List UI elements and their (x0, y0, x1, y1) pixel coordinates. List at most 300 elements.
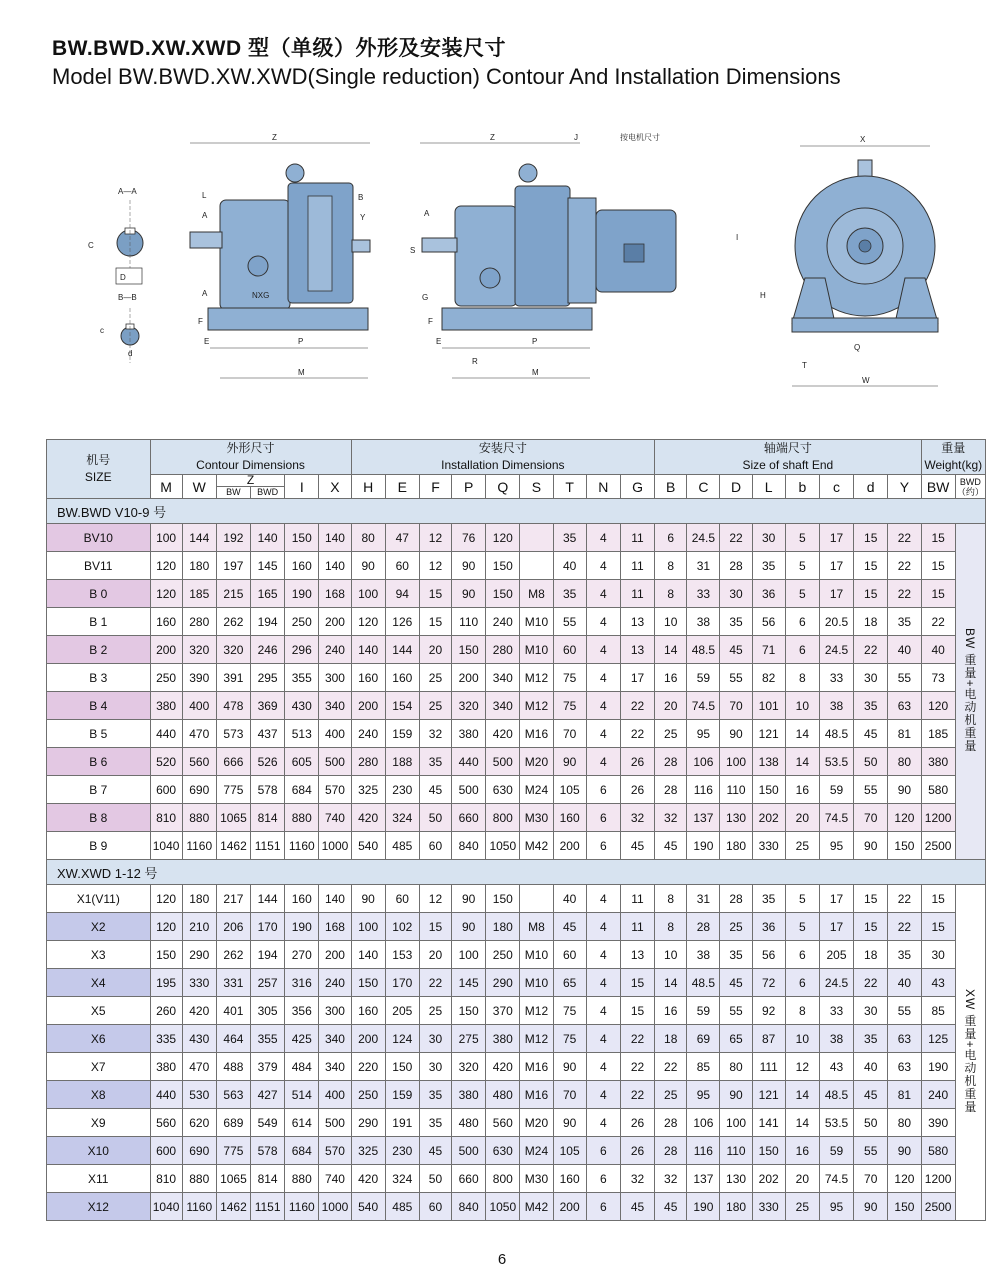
table-row (47, 580, 986, 608)
table-cell: 60 (385, 885, 419, 913)
table-cell: 257 (251, 969, 285, 997)
col-header-b-upper: B (655, 475, 687, 499)
table-cell: 70 (854, 804, 888, 832)
table-cell: 48.5 (687, 969, 720, 997)
table-cell: 190 (285, 913, 319, 941)
table-cell (520, 885, 553, 913)
table-cell: 400 (319, 1081, 351, 1109)
table-row (47, 997, 986, 1025)
table-cell: 390 (921, 1109, 955, 1137)
table-cell: 22 (620, 720, 654, 748)
table-cell: 262 (216, 941, 250, 969)
table-cell: 15 (419, 913, 451, 941)
contour-header (150, 440, 351, 475)
table-cell: 75 (553, 997, 586, 1025)
table-cell: 4 (586, 969, 620, 997)
table-cell: 38 (819, 692, 853, 720)
table-cell: 560 (150, 1109, 182, 1137)
table-cell: 120 (888, 804, 921, 832)
table-cell: 31 (687, 552, 720, 580)
section-bb-label: B—B (118, 293, 137, 302)
table-cell: 150 (285, 524, 319, 552)
table-row (47, 885, 986, 913)
table-cell: 190 (921, 1053, 955, 1081)
table-cell: 2500 (921, 1193, 955, 1221)
table-cell: 71 (752, 636, 785, 664)
table-cell: 180 (182, 885, 216, 913)
table-cell: 22 (888, 913, 921, 941)
table-group-header (47, 440, 986, 475)
table-cell: 144 (251, 885, 285, 913)
table-cell: 240 (319, 969, 351, 997)
table-cell: 150 (385, 1053, 419, 1081)
table-cell: 20 (785, 1165, 819, 1193)
shaft-header-cn: 轴端尺寸 (763, 441, 812, 455)
table-cell: M16 (520, 1053, 553, 1081)
table-cell: 15 (921, 885, 955, 913)
table-cell: 513 (285, 720, 319, 748)
table-cell: 12 (419, 524, 451, 552)
table-cell: 55 (888, 997, 921, 1025)
table-cell: 20.5 (819, 608, 853, 636)
table-cell: 17 (819, 552, 853, 580)
table-cell: 202 (752, 804, 785, 832)
table-row (47, 969, 986, 997)
table-cell: 440 (150, 720, 182, 748)
table-cell: 140 (319, 552, 351, 580)
table-cell: 200 (351, 1025, 385, 1053)
table-cell: 320 (452, 692, 486, 720)
table-cell: 137 (687, 1165, 720, 1193)
table-cell: 90 (351, 885, 385, 913)
table-cell: 380 (921, 748, 955, 776)
table-row (47, 1081, 986, 1109)
col-header-weight-bwd: BWD（约） (956, 476, 984, 497)
table-cell: 150 (150, 941, 182, 969)
table-cell: 30 (752, 524, 785, 552)
table-cell: 4 (586, 524, 620, 552)
table-cell: 73 (921, 664, 955, 692)
table-cell: 340 (486, 664, 520, 692)
table-cell: 800 (486, 1165, 520, 1193)
table-cell: 814 (251, 1165, 285, 1193)
col-header-w: W (182, 475, 216, 499)
table-row (47, 552, 986, 580)
table-cell: 25 (419, 997, 451, 1025)
table-cell: 391 (216, 664, 250, 692)
table-cell: 331 (216, 969, 250, 997)
table-cell: 140 (351, 941, 385, 969)
table-cell: 427 (251, 1081, 285, 1109)
table-cell: 560 (486, 1109, 520, 1137)
table-cell: 75 (553, 692, 586, 720)
table-cell: 275 (452, 1025, 486, 1053)
table-cell: 45 (553, 913, 586, 941)
table-cell: 340 (319, 692, 351, 720)
table-cell: 15 (419, 608, 451, 636)
table-cell: 230 (385, 1137, 419, 1165)
table-cell: 120 (921, 692, 955, 720)
table-cell: 120 (150, 913, 182, 941)
row-size: X9 (47, 1109, 151, 1137)
table-cell: 240 (351, 720, 385, 748)
dim-p-1: P (298, 337, 304, 346)
table-cell: 484 (285, 1053, 319, 1081)
table-cell: 250 (486, 941, 520, 969)
table-cell: 22 (854, 636, 888, 664)
dim-a-3: A (424, 209, 430, 218)
col-header-z-label: Z (217, 475, 284, 487)
table-cell: 35 (888, 608, 921, 636)
col-header-p: P (452, 475, 486, 499)
table-cell: 464 (216, 1025, 250, 1053)
table-cell: 330 (752, 832, 785, 860)
table-cell: M30 (520, 1165, 553, 1193)
table-cell: 11 (620, 580, 654, 608)
table-cell: 121 (752, 1081, 785, 1109)
table-cell: 40 (888, 969, 921, 997)
table-cell: 55 (854, 776, 888, 804)
table-cell: 17 (819, 885, 853, 913)
table-cell: 6 (785, 969, 819, 997)
table-cell: 28 (720, 552, 752, 580)
table-cell: 140 (319, 885, 351, 913)
table-cell: 56 (752, 608, 785, 636)
table-cell: 380 (452, 1081, 486, 1109)
table-cell: 32 (655, 804, 687, 832)
table-cell: 150 (752, 1137, 785, 1165)
table-cell: 25 (720, 913, 752, 941)
table-cell: 840 (452, 1193, 486, 1221)
table-column-header (47, 475, 986, 499)
row-size: B 2 (47, 636, 151, 664)
table-cell: 81 (888, 720, 921, 748)
table-cell: 130 (720, 1165, 752, 1193)
row-size: B 0 (47, 580, 151, 608)
table-cell: 75 (553, 664, 586, 692)
table-cell: 63 (888, 692, 921, 720)
table-cell: 4 (586, 1053, 620, 1081)
table-cell: 2500 (921, 832, 955, 860)
table-cell: 50 (419, 1165, 451, 1193)
dim-i: I (736, 233, 739, 242)
dim-s: S (410, 246, 416, 255)
table-cell: 90 (553, 1053, 586, 1081)
table-cell: 480 (452, 1109, 486, 1137)
table-cell: 55 (553, 608, 586, 636)
table-cell: 38 (687, 608, 720, 636)
table-cell: 205 (385, 997, 419, 1025)
table-cell: 5 (785, 524, 819, 552)
table-cell: 45 (419, 1137, 451, 1165)
table-cell: 105 (553, 1137, 586, 1165)
table-cell: 380 (486, 1025, 520, 1053)
table-cell: 430 (285, 692, 319, 720)
table-cell: 90 (854, 832, 888, 860)
table-cell: 70 (854, 1165, 888, 1193)
label-c: C (88, 241, 94, 250)
table-cell: 30 (854, 997, 888, 1025)
row-size: B 3 (47, 664, 151, 692)
table-cell: 185 (182, 580, 216, 608)
col-header-n: N (586, 475, 620, 499)
table-cell: 15 (620, 969, 654, 997)
table-cell: 165 (251, 580, 285, 608)
table-cell: M12 (520, 997, 553, 1025)
table-cell: 30 (419, 1025, 451, 1053)
table-cell: 356 (285, 997, 319, 1025)
table-cell: M20 (520, 1109, 553, 1137)
table-cell: 90 (553, 748, 586, 776)
table-cell: 500 (452, 1137, 486, 1165)
table-cell: 40 (888, 636, 921, 664)
table-cell: 10 (655, 941, 687, 969)
table-row (47, 748, 986, 776)
table-cell: 470 (182, 1053, 216, 1081)
table-cell: 36 (752, 913, 785, 941)
table-cell: 5 (785, 580, 819, 608)
size-header (47, 440, 151, 499)
table-cell: 295 (251, 664, 285, 692)
table-cell: 8 (655, 913, 687, 941)
col-header-f: F (419, 475, 451, 499)
table-cell: 16 (655, 664, 687, 692)
table-cell: 141 (752, 1109, 785, 1137)
table-cell: 59 (819, 1137, 853, 1165)
installation-header (351, 440, 655, 475)
dim-m-2: M (532, 368, 539, 377)
table-row (47, 913, 986, 941)
shaft-header-en: Size of shaft End (742, 458, 834, 472)
table-cell: 59 (687, 997, 720, 1025)
table-cell: 160 (553, 804, 586, 832)
dim-p-2: P (532, 337, 538, 346)
reducer-motor-view (410, 132, 676, 378)
table-cell: 30 (854, 664, 888, 692)
table-cell: 35 (553, 580, 586, 608)
row-size: BV10 (47, 524, 151, 552)
table-cell: 17 (819, 913, 853, 941)
table-cell: 1050 (486, 1193, 520, 1221)
table-cell: 106 (687, 748, 720, 776)
table-cell: 22 (720, 524, 752, 552)
table-cell: 280 (486, 636, 520, 664)
table-cell: 305 (251, 997, 285, 1025)
table-cell: 28 (720, 885, 752, 913)
weight-header (921, 440, 985, 475)
table-cell: 240 (486, 608, 520, 636)
table-cell: 230 (385, 776, 419, 804)
table-cell: 35 (888, 941, 921, 969)
table-cell: 330 (752, 1193, 785, 1221)
table-cell: 28 (655, 776, 687, 804)
table-cell: M42 (520, 832, 553, 860)
table-cell: 14 (655, 969, 687, 997)
table-cell: 80 (720, 1053, 752, 1081)
table-cell: 260 (150, 997, 182, 1025)
table-cell: 150 (452, 636, 486, 664)
table-cell: 840 (452, 832, 486, 860)
table-cell: 150 (888, 832, 921, 860)
table-cell: 8 (655, 580, 687, 608)
table-cell: 22 (888, 885, 921, 913)
table-cell: 120 (486, 524, 520, 552)
table-cell: 110 (452, 608, 486, 636)
section-aa-label: A—A (118, 187, 137, 196)
table-cell: 194 (251, 941, 285, 969)
table-cell: 22 (888, 580, 921, 608)
table-cell: 6 (785, 608, 819, 636)
table-cell: 60 (419, 832, 451, 860)
dim-f-1: F (198, 317, 203, 326)
page-title-chinese: BW.BWD.XW.XWD 型（单级）外形及安装尺寸 (52, 37, 506, 60)
table-cell: 35 (720, 608, 752, 636)
table-cell: 50 (854, 748, 888, 776)
table-cell: 4 (586, 1109, 620, 1137)
dim-g: G (422, 293, 429, 302)
table-cell: 500 (486, 748, 520, 776)
table-cell: 28 (687, 913, 720, 941)
table-cell: 614 (285, 1109, 319, 1137)
table-cell: 22 (921, 608, 955, 636)
table-cell: 12 (419, 552, 451, 580)
table-cell: M24 (520, 776, 553, 804)
table-cell: 102 (385, 913, 419, 941)
table-cell: 8 (655, 552, 687, 580)
table-cell: 684 (285, 1137, 319, 1165)
table-cell: 35 (854, 1025, 888, 1053)
table-cell: 30 (419, 1053, 451, 1081)
table-cell: 159 (385, 1081, 419, 1109)
table-cell: 32 (620, 804, 654, 832)
table-cell: M10 (520, 941, 553, 969)
table-cell: 15 (921, 524, 955, 552)
row-size: B 7 (47, 776, 151, 804)
table-cell: 28 (655, 748, 687, 776)
table-cell: 25 (655, 1081, 687, 1109)
table-cell: 4 (586, 1025, 620, 1053)
table-cell: 15 (854, 580, 888, 608)
table-cell: 40 (854, 1053, 888, 1081)
table-cell: 13 (620, 636, 654, 664)
table-cell: 1000 (319, 1193, 351, 1221)
col-header-weight-bw: BW (921, 475, 955, 499)
table-cell: 10 (655, 608, 687, 636)
table-cell: 190 (687, 1193, 720, 1221)
table-cell: 40 (553, 885, 586, 913)
table-row (47, 608, 986, 636)
table-cell: 488 (216, 1053, 250, 1081)
table-cell: 90 (351, 552, 385, 580)
table-cell: 63 (888, 1025, 921, 1053)
table-cell: 1200 (921, 1165, 955, 1193)
table-cell: 18 (655, 1025, 687, 1053)
table-cell: 15 (921, 552, 955, 580)
table-cell: 390 (182, 664, 216, 692)
table-cell: 13 (620, 941, 654, 969)
section-label-bw: BW.BWD V10-9 号 (47, 499, 986, 524)
table-cell: 1160 (285, 832, 319, 860)
table-cell: 262 (216, 608, 250, 636)
table-cell: 240 (319, 636, 351, 664)
table-cell: 116 (687, 1137, 720, 1165)
table-cell: 10 (785, 1025, 819, 1053)
table-cell: 485 (385, 1193, 419, 1221)
table-cell: 22 (888, 524, 921, 552)
table-row (47, 1193, 986, 1221)
table-cell: 425 (285, 1025, 319, 1053)
table-cell: 4 (586, 1081, 620, 1109)
table-cell: 120 (351, 608, 385, 636)
table-cell: 660 (452, 1165, 486, 1193)
row-size: B 4 (47, 692, 151, 720)
table-cell: 100 (351, 580, 385, 608)
table-cell: 180 (720, 832, 752, 860)
table-cell: 563 (216, 1081, 250, 1109)
row-size: X11 (47, 1165, 151, 1193)
table-cell: 4 (586, 941, 620, 969)
table-cell: 70 (553, 720, 586, 748)
table-cell: 290 (351, 1109, 385, 1137)
table-cell: 26 (620, 1109, 654, 1137)
table-cell: 578 (251, 776, 285, 804)
table-cell: 145 (452, 969, 486, 997)
table-cell: 420 (351, 1165, 385, 1193)
table-cell (520, 552, 553, 580)
table-cell: 580 (921, 776, 955, 804)
table-row (47, 1025, 986, 1053)
table-cell: 8 (785, 997, 819, 1025)
dim-r: R (472, 357, 478, 366)
table-cell: 25 (655, 720, 687, 748)
table-cell: 15 (854, 552, 888, 580)
table-cell: 15 (419, 580, 451, 608)
table-cell: 76 (452, 524, 486, 552)
row-size: X10 (47, 1137, 151, 1165)
table-cell: 85 (921, 997, 955, 1025)
table-cell: 14 (785, 1081, 819, 1109)
table-cell: 500 (319, 748, 351, 776)
dim-a-1: A (202, 211, 208, 220)
table-cell: 880 (182, 804, 216, 832)
table-cell: 45 (620, 1193, 654, 1221)
table-cell: 16 (655, 997, 687, 1025)
table-cell: 188 (385, 748, 419, 776)
table-cell: 280 (182, 608, 216, 636)
table-cell: 160 (351, 664, 385, 692)
label-d-upper: D (120, 273, 126, 282)
table-cell: 150 (486, 552, 520, 580)
table-cell: 684 (285, 776, 319, 804)
table-cell: 150 (486, 580, 520, 608)
page-title-english: Model BW.BWD.XW.XWD(Single reduction) Contour And Installation Dimensions (52, 64, 841, 89)
table-cell: 120 (150, 580, 182, 608)
table-cell: 1151 (251, 1193, 285, 1221)
table-cell: 15 (921, 580, 955, 608)
dim-z-1: Z (272, 133, 277, 142)
table-cell: 82 (752, 664, 785, 692)
table-cell: 880 (285, 1165, 319, 1193)
table-cell: 690 (182, 776, 216, 804)
table-cell: 130 (720, 804, 752, 832)
col-header-d-upper: D (720, 475, 752, 499)
table-cell: 192 (216, 524, 250, 552)
table-cell: 6 (586, 832, 620, 860)
table-cell: 800 (486, 804, 520, 832)
table-cell: 45 (620, 832, 654, 860)
drawings-svg (80, 128, 960, 398)
dimension-table (46, 439, 986, 1221)
